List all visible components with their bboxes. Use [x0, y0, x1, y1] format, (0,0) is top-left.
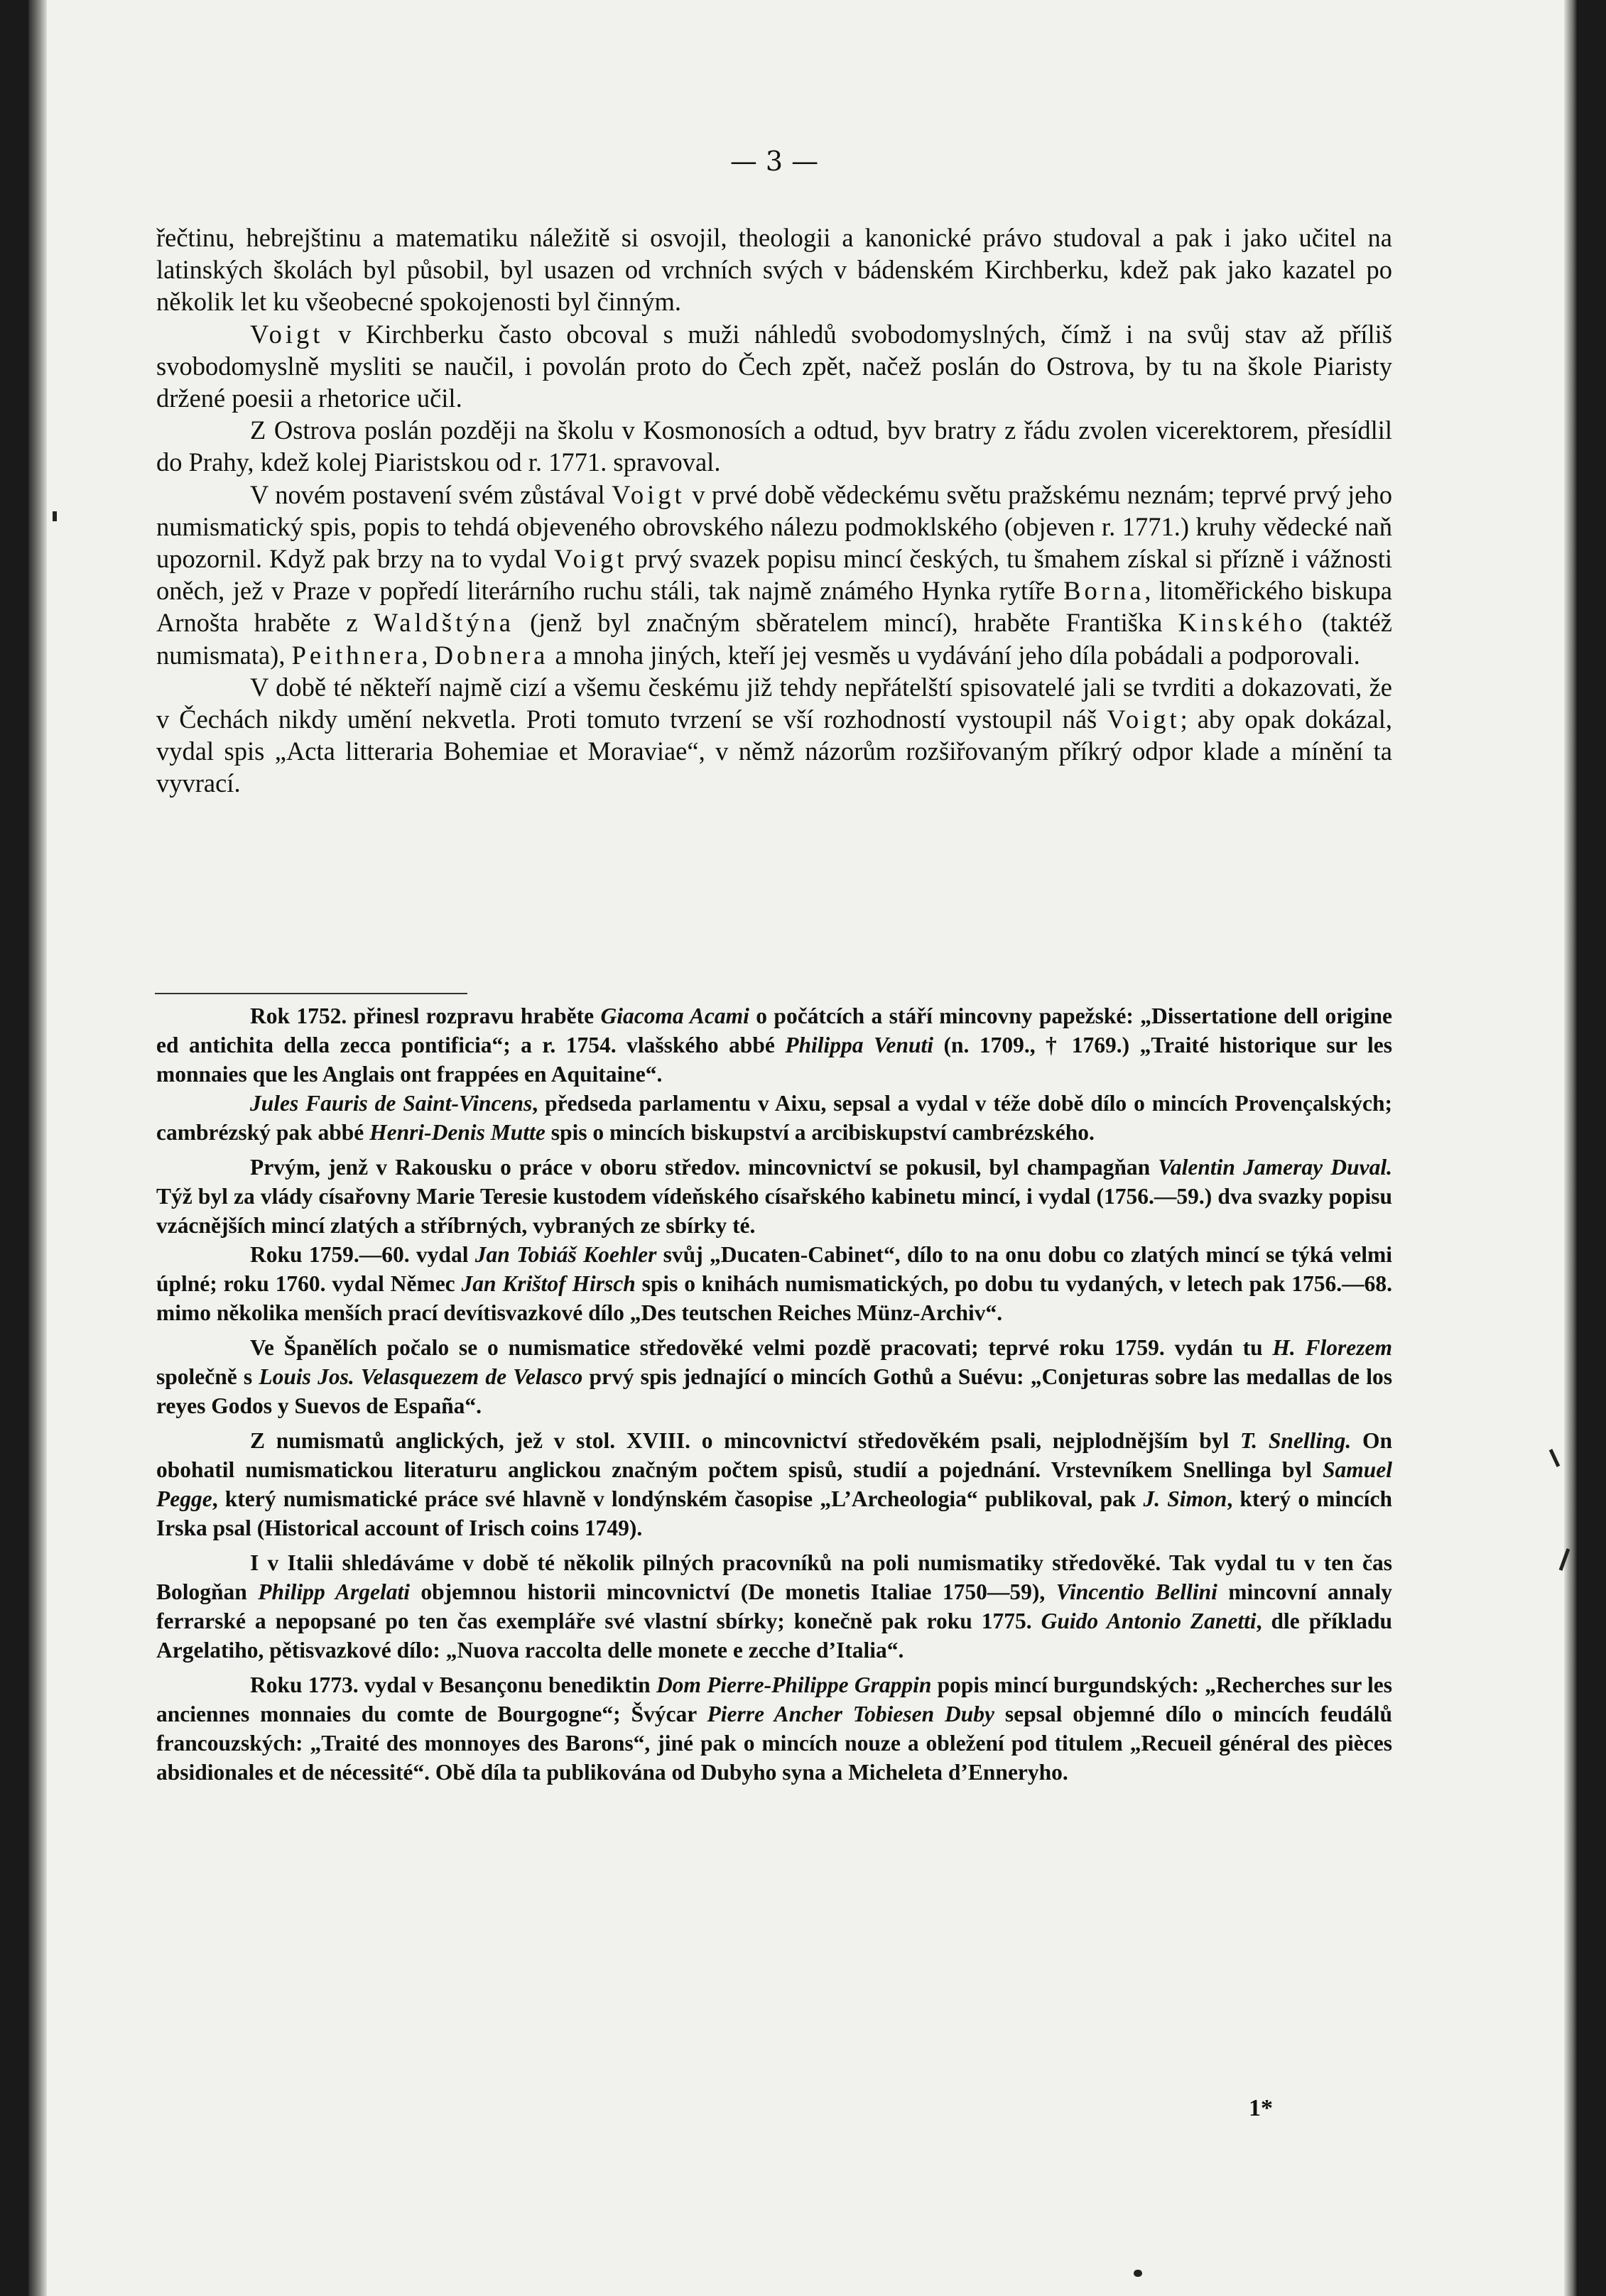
- p4-text-a: V novém postavení svém zůstával: [250, 479, 612, 509]
- p4-text-h: a mnoha jiných, kteří jej vesměs u vydávání jeho díla pobádali a podporovali.: [548, 640, 1360, 670]
- paragraph-2-text: v Kirchberku často obcoval s muži náhledů svobodomyslných, čímž i na svůj stav až příliš svobodomyslně mysliti se naučil, i povolán proto do Čech zpět, načež poslán do Ostrova, by tu na škole Piaristy držené poesii a rhetorice učil.: [156, 319, 1392, 413]
- fn6-text-b: On obohatil numismatickou literaturu anglickou značným počtem spisů, studií a pojednání. Vrstevníkem Snellinga byl: [156, 1428, 1392, 1482]
- page-edge-shadow: [1564, 0, 1577, 2296]
- paragraph-3: Z Ostrova poslán později na školu v Kosmonosích a odtud, byv bratry z řádu zvolen vicerektorem, přesídlil do Prahy, kdež kolej Piaristskou od r. 1771. spravoval.: [156, 415, 1392, 477]
- fn2-text-a: , předseda parlamentu v Aixu, sepsal a vydal v téže době dílo o mincích Provençalských; cambrézský pak abbé: [156, 1091, 1393, 1145]
- fn4-text-b: svůj „Ducaten-Cabinet“, dílo to na onu dobu co zlatých mincí se týká velmi úplné; roku 1760. vydal Němec: [156, 1242, 1392, 1296]
- fn5-name-2: Louis Jos. Velasquezem de Velasco: [259, 1364, 583, 1389]
- fn1-text-b: o počátcích a stáří mincovny papežské: „Dissertatione dell origine ed antichita della zecca pontificia“; a r. 1754. vlašského abbé: [156, 1003, 1392, 1057]
- fn5-text-c: prvý spis jednající o mincích Gothů a Suévu: „Conjeturas sobre las medallas de los reyes Godos y Suevos de España“.: [156, 1364, 1392, 1418]
- fn6-name-3: J. Simon: [1143, 1486, 1227, 1511]
- p4-text-f: (taktéž numismata),: [156, 608, 1392, 670]
- fn7-name-1: Philipp Argelati: [258, 1579, 410, 1604]
- paragraph-2: [156, 318, 1392, 415]
- fn5-name-1: H. Florezem: [1272, 1335, 1392, 1360]
- footnote-3: [156, 1153, 1392, 1240]
- footnote-5: [156, 1333, 1392, 1420]
- fn7-text-c: mincovní annaly ferrarské a nepopsané po ten čas exempláře své vlastní sbírky; konečně pak roku 1775.: [156, 1579, 1393, 1633]
- footnote-6: [156, 1426, 1392, 1543]
- footnotes: [156, 1001, 1392, 1787]
- scan-speck: [1549, 1449, 1561, 1467]
- name-voigt: Voigt: [554, 544, 628, 574]
- name-peithnera: Peithnera: [291, 640, 422, 670]
- fn2-name-2: Henri-Denis Mutte: [369, 1120, 546, 1145]
- p4-text-e: (jenž byl značným sběratelem mincí), hraběte Františka: [514, 608, 1178, 638]
- fn6-text-a: Z numismatů anglických, jež v stol. XVIII. o mincovnictví středověkém psali, nejplodnějším byl: [250, 1428, 1240, 1453]
- fn1-name-2: Philippa Venuti: [785, 1033, 934, 1057]
- footnote-4: [156, 1240, 1392, 1327]
- p5-text-a: V době té někteří najmě cizí a všemu českému již tehdy nepřátelští spisovatelé jali se tvrditi a dokazovati, že v Čechách nikdy umění nekvetla. Proti tomuto tvrzení se vší rozhodností vystoupil náš: [156, 672, 1392, 734]
- fn6-text-c: , který numismatické práce své hlavně v londýnském časopise „L’Archeologia“ publikoval, pak: [212, 1486, 1144, 1511]
- footnote-separator: [155, 993, 467, 994]
- p4-text-b: v prvé době vědeckému světu pražskému neznám; teprvé prvý jeho numismatický spis, popis to tehdá objeveného obrovského nálezu podmoklského (objeven r. 1771.) kruhy vědecké naň upozornil. Když pak brzy na to vydal: [156, 479, 1392, 574]
- fn1-text-a: Rok 1752. přinesl rozpravu hraběte: [250, 1003, 601, 1028]
- paragraph-1: řečtinu, hebrejštinu a matematiku náležitě si osvojil, theologii a kanonické právo studoval a pak i jako učitel na latinských školách byl působil, byl usazen od vrchních svých v bádenském Kirchberku, kdež pak jako kazatel po několik let ku všeobecné spokojenosti byl činným.: [156, 223, 1392, 317]
- book-spine-shadow: [28, 0, 47, 2296]
- scan-speck: [1134, 2270, 1142, 2277]
- fn4-name-1: Jan Tobiáš Koehler: [474, 1242, 657, 1267]
- fn2-name-1: Jules Fauris de Saint-Vincens: [250, 1091, 533, 1116]
- footnote-1: [156, 1001, 1392, 1089]
- fn3-text-b: Týž byl za vlády císařovny Marie Teresie kustodem vídeňského císařského kabinetu mincí, i vydal (1756.—59.) dva svazky popisu vzácnějších mincí zlatých a stříbrných, vybraných ze sbírky té.: [156, 1184, 1392, 1238]
- main-text: [156, 222, 1392, 800]
- p5-text-b: ; aby opak dokázal, vydal spis „Acta litteraria Bohemiae et Moraviae“, v němž názorům rozšiřovaným příkrý odpor klade a mínění ta vyvrací.: [156, 704, 1392, 798]
- fn5-text-b: společně s: [156, 1364, 259, 1389]
- signature-mark: 1*: [1249, 2095, 1273, 2121]
- fn6-name-2: Samuel Pegge: [156, 1457, 1392, 1511]
- fn3-text-a: Prvým, jenž v Rakousku o práce v oboru středov. mincovnictví se pokusil, byl champagňan: [250, 1155, 1159, 1180]
- scanned-page: [28, 0, 1577, 2296]
- name-voigt: Voigt: [250, 319, 324, 349]
- fn6-text-d: , který o mincích Irska psal (Historical account of Irisch coins 1749).: [156, 1486, 1393, 1540]
- fn2-text-b: spis o mincích biskupství a arcibiskupství cambrézského.: [545, 1120, 1095, 1145]
- name-waldstyna: Waldštýna: [373, 608, 514, 638]
- p4-text-g: ,: [421, 640, 435, 670]
- footnote-7: [156, 1548, 1392, 1665]
- footnote-8: [156, 1670, 1392, 1787]
- fn1-name-1: Giacoma Acami: [600, 1003, 749, 1028]
- fn4-text-c: spis o knihách numismatických, po dobu tu vydaných, v letech pak 1756.—68. mimo několika menších prací devítisvazkové dílo „Des teutschen Reiches Münz-Archiv“.: [156, 1271, 1392, 1325]
- fn7-name-3: Guido Antonio Zanetti: [1041, 1609, 1257, 1633]
- fn8-name-2: Pierre Ancher Tobiesen Duby: [707, 1702, 994, 1726]
- fn1-text-c: (n. 1709., † 1769.) „Traité historique sur les monnaies que les Anglais ont frappées en Aquitaine“.: [156, 1033, 1393, 1087]
- fn8-text-a: Roku 1773. vydal v Besançonu benediktin: [250, 1672, 656, 1697]
- page-number: — 3 —: [729, 146, 819, 177]
- fn8-text-c: sepsal objemné dílo o mincích feudálů francouzských: „Traité des monnoyes des Barons“, jiné pak o mincích nouze a obležení pod titulem „Recueil général des pièces absidionales et de nécessité“. Obě díla ta publikována od Dubyho syna a Micheleta d’Enneryho.: [156, 1702, 1392, 1785]
- name-dobnera: Dobnera: [434, 640, 549, 670]
- name-kinskeho: Kinského: [1178, 608, 1306, 638]
- paragraph-4: [156, 479, 1392, 671]
- fn8-text-b: popis mincí burgundských: „Recherches sur les anciennes monnaies du comte de Bourgogne“; Švýcar: [156, 1672, 1392, 1726]
- footnote-2: [156, 1089, 1392, 1147]
- fn7-text-d: , dle příkladu Argelatiho, pětisvazkové dílo: „Nuova raccolta delle monete e zecche d’Italia“.: [156, 1609, 1393, 1663]
- p4-text-d: , litoměřického biskupa Arnošta hraběte z: [156, 576, 1392, 638]
- fn6-name-1: T. Snelling.: [1239, 1428, 1352, 1453]
- paragraph-5: [156, 671, 1392, 800]
- fn3-name-1: Valentin Jameray Duval.: [1158, 1155, 1392, 1180]
- fn8-name-1: Dom Pierre-Philippe Grappin: [656, 1672, 932, 1697]
- fn4-text-a: Roku 1759.—60. vydal: [250, 1242, 475, 1267]
- scan-speck: [53, 511, 57, 521]
- fn7-text-a: I v Italii shledáváme v době té několik pilných pracovníků na poli numismatiky středověké. Tak vydal tu v ten čas Bologňan: [156, 1550, 1392, 1604]
- name-borna: Borna: [1063, 576, 1145, 606]
- fn5-text-a: Ve Španělích počalo se o numismatice středověké velmi pozdě pracovati; teprvé roku 1759. vydán tu: [250, 1335, 1273, 1360]
- p4-text-c: prvý svazek popisu mincí českých, tu šmahem získal si přízně i vážnosti oněch, jež v Praze v popředí literárního ruchu stáli, tak najmě známého Hynka rytíře: [156, 544, 1393, 606]
- name-voigt: Voigt: [612, 479, 685, 509]
- fn7-name-2: Vincentio Bellini: [1056, 1579, 1217, 1604]
- fn7-text-b: objemnou historii mincovnictví (De monetis Italiae 1750—59),: [409, 1579, 1056, 1604]
- fn4-name-2: Jan Krištof Hirsch: [461, 1271, 636, 1296]
- name-voigt: Voigt: [1107, 704, 1181, 734]
